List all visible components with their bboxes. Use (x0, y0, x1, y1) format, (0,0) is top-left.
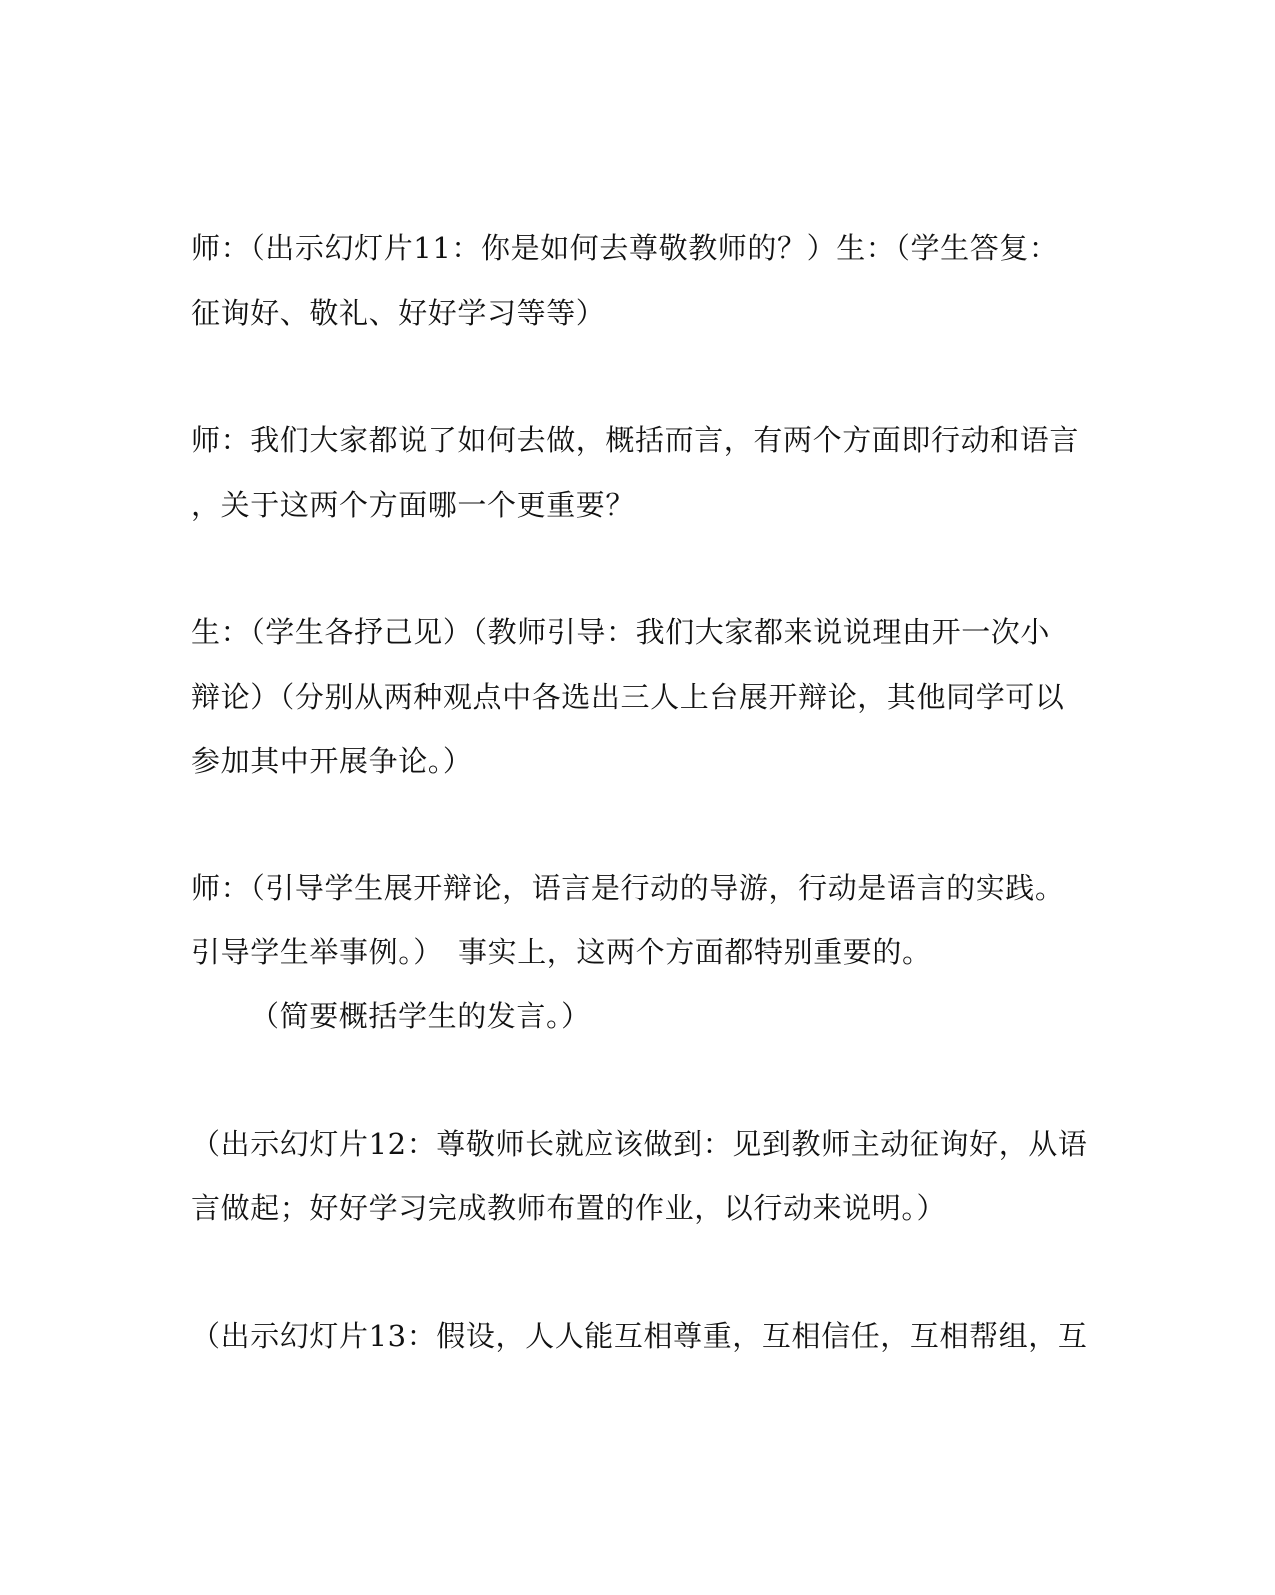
text-line-6: 辩论）（分别从两种观点中各选出三人上台展开辩论，其他同学可以 (191, 680, 1065, 714)
text-line-8: 师：（引导学生展开辩论，语言是行动的导游，行动是语言的实践。 (191, 871, 1065, 905)
text-line-10: （简要概括学生的发言。） (250, 999, 591, 1033)
text-line-4: ，关于这两个方面哪一个更重要？ (191, 488, 636, 522)
text-line-1: 师：（出示幻灯片11：你是如何去尊敬教师的？）生：（学生答复： (191, 231, 1059, 265)
text-line-11: （出示幻灯片12：尊敬师长就应该做到：见到教师主动征询好，从语 (191, 1127, 1088, 1161)
text-line-2: 征询好、敬礼、好好学习等等） (191, 296, 606, 330)
text-line-5: 生：（学生各抒己见）（教师引导：我们大家都来说说理由开一次小 (191, 615, 1051, 649)
text-line-7: 参加其中开展争论。） (191, 744, 473, 778)
text-line-3: 师：我们大家都说了如何去做，概括而言，有两个方面即行动和语言 (191, 423, 1080, 457)
text-line-9: 引导学生举事例。） 事实上，这两个方面都特别重要的。 (191, 935, 932, 969)
text-line-13: （出示幻灯片13：假设，人人能互相尊重，互相信任，互相帮组，互 (191, 1319, 1088, 1353)
text-line-12: 言做起；好好学习完成教师布置的作业，以行动来说明。） (191, 1191, 947, 1225)
